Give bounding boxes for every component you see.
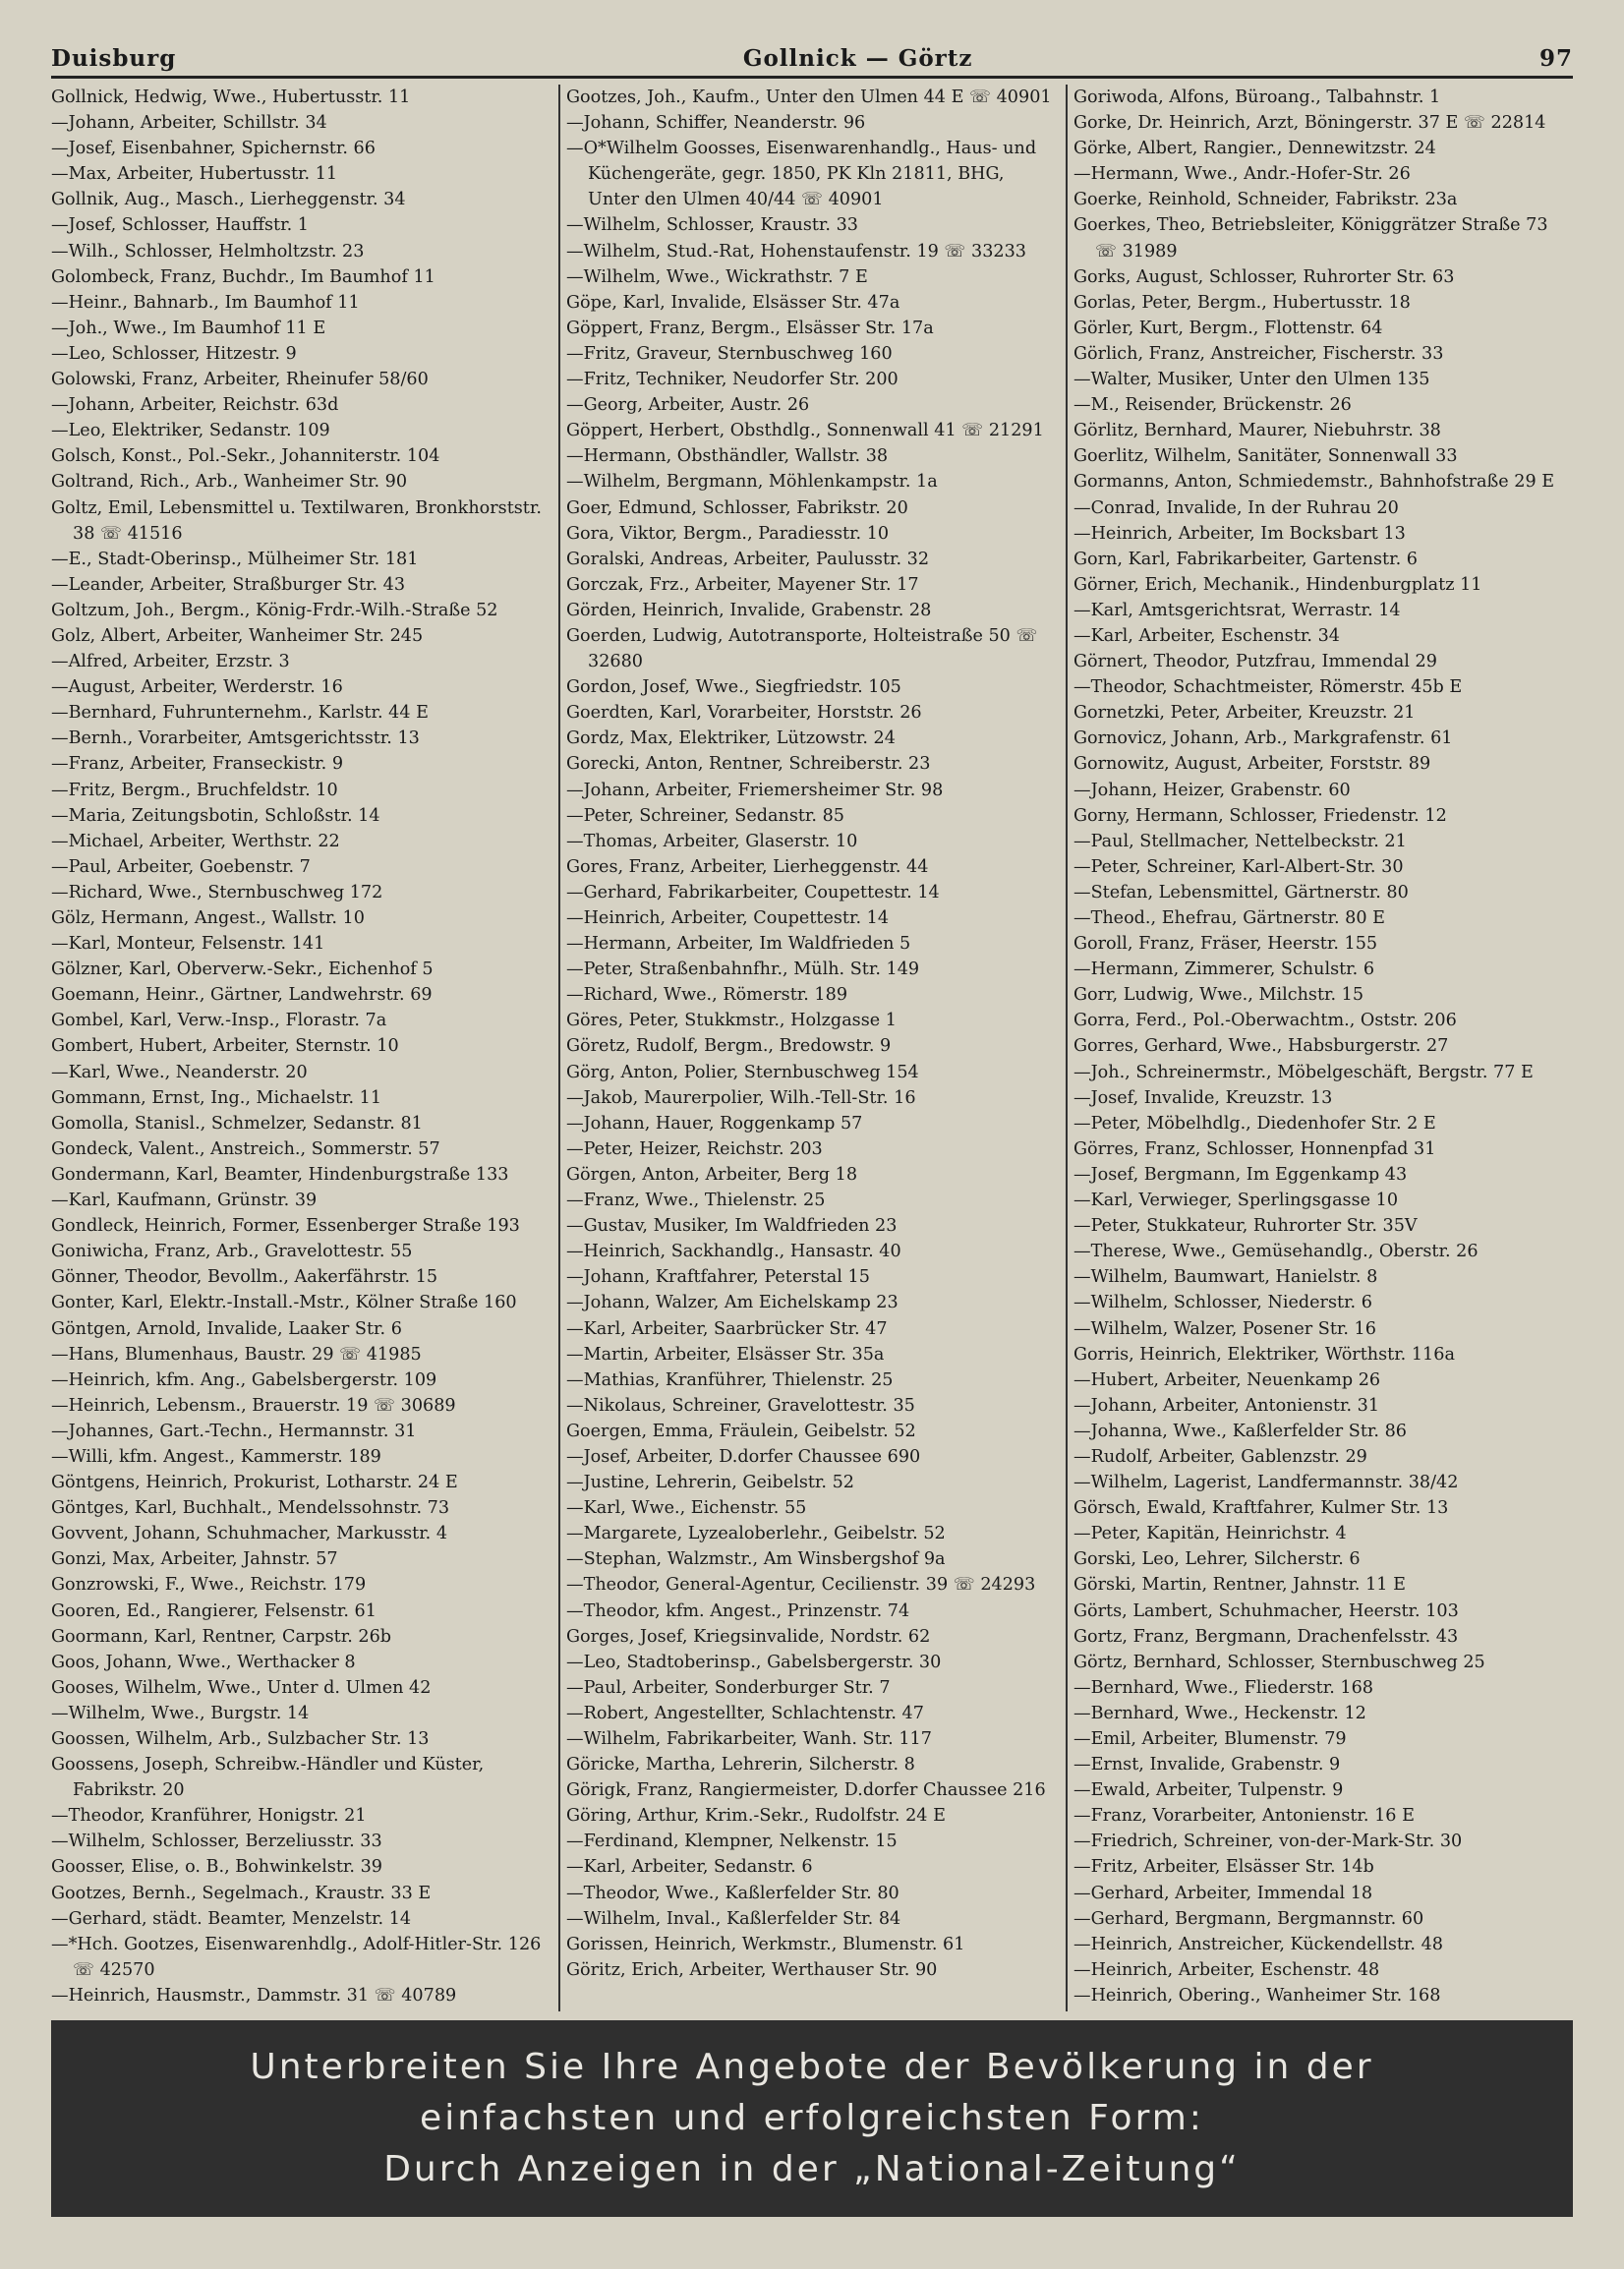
- directory-entry: Goralski, Andreas, Arbeiter, Paulusstr. 32: [566, 549, 930, 569]
- directory-entry: —Georg, Arbeiter, Austr. 26: [566, 395, 810, 416]
- directory-entry: —Wilhelm, Lagerist, Landfermannstr. 38/42: [1073, 1473, 1459, 1493]
- directory-entry: —Leo, Stadtoberinsp., Gabelsbergerstr. 30: [566, 1652, 942, 1672]
- directory-entry: —Maria, Zeitungsbotin, Schloßstr. 14: [51, 805, 380, 826]
- directory-entry: —Hans, Blumenhaus, Baustr. 29 ☏ 41985: [51, 1344, 422, 1365]
- directory-column-3: [1066, 85, 1573, 2011]
- directory-entry: —Heinr., Bahnarb., Im Baumhof 11: [51, 292, 360, 313]
- directory-entry: Göritz, Erich, Arbeiter, Werthauser Str. 90: [566, 1959, 938, 1980]
- directory-entry: —Heinrich, Anstreicher, Kückendellstr. 48: [1073, 1934, 1443, 1954]
- directory-entry: —Jakob, Maurerpolier, Wilh.-Tell-Str. 16: [566, 1087, 916, 1108]
- directory-entry: —Mathias, Kranführer, Thielenstr. 25: [566, 1369, 894, 1390]
- directory-entry: —Peter, Schreiner, Karl-Albert-Str. 30: [1073, 856, 1404, 877]
- directory-entry: —Johann, Kraftfahrer, Peterstal 15: [566, 1267, 870, 1288]
- directory-entry: Goltrand, Rich., Arb., Wanheimer Str. 90: [51, 472, 408, 493]
- directory-entry: —Michael, Arbeiter, Werthstr. 22: [51, 831, 340, 851]
- directory-entry: Goltzum, Joh., Bergm., König-Frdr.-Wilh.-Straße 52: [51, 600, 498, 620]
- directory-entry: —Heinrich, Arbeiter, Eschenstr. 48: [1073, 1959, 1380, 1980]
- directory-entry: Goos, Johann, Wwe., Werthacker 8: [51, 1652, 356, 1672]
- directory-entry: —Leo, Schlosser, Hitzestr. 9: [51, 343, 297, 364]
- directory-entry: —M., Reisender, Brückenstr. 26: [1073, 395, 1352, 416]
- directory-entry: —Hubert, Arbeiter, Neuenkamp 26: [1073, 1369, 1381, 1390]
- directory-entry: —Rudolf, Arbeiter, Gablenzstr. 29: [1073, 1446, 1367, 1467]
- directory-entry: —Alfred, Arbeiter, Erzstr. 3: [51, 652, 290, 672]
- directory-entry: —Gustav, Musiker, Im Waldfrieden 23: [566, 1216, 898, 1237]
- directory-entry: —Wilhelm, Inval., Kaßlerfelder Str. 84: [566, 1908, 901, 1929]
- directory-entry: Gombert, Hubert, Arbeiter, Sternstr. 10: [51, 1036, 399, 1057]
- directory-entry: Görts, Lambert, Schuhmacher, Heerstr. 103: [1073, 1600, 1459, 1621]
- directory-entry: Gonzrowski, F., Wwe., Reichstr. 179: [51, 1575, 367, 1596]
- directory-entry: —Wilhelm, Wwe., Burgstr. 14: [51, 1703, 310, 1723]
- directory-entry: Görsch, Ewald, Kraftfahrer, Kulmer Str. 13: [1073, 1498, 1449, 1519]
- page-header: [51, 41, 1573, 79]
- directory-entry: —Therese, Wwe., Gemüsehandlg., Oberstr. 26: [1073, 1242, 1479, 1262]
- directory-entry: —Fritz, Arbeiter, Elsässer Str. 14b: [1073, 1857, 1374, 1878]
- directory-entry: —Paul, Arbeiter, Sonderburger Str. 7: [566, 1677, 891, 1698]
- directory-entry: Goniwicha, Franz, Arb., Gravelottestr. 55: [51, 1242, 413, 1262]
- directory-entry: —Wilhelm, Baumwart, Hanielstr. 8: [1073, 1267, 1378, 1288]
- directory-columns: [51, 85, 1573, 2011]
- directory-entry: —Karl, Monteur, Felsenstr. 141: [51, 934, 325, 955]
- directory-entry: Gorks, August, Schlosser, Ruhrorter Str. 63: [1073, 266, 1455, 287]
- directory-entry: —Johann, Schiffer, Neanderstr. 96: [566, 113, 866, 134]
- directory-entry: Goossens, Joseph, Schreibw.-Händler und Küster, Fabrikstr. 20: [51, 1755, 485, 1801]
- directory-entry: Görlich, Franz, Anstreicher, Fischerstr. 33: [1073, 343, 1444, 364]
- directory-entry: Goerden, Ludwig, Autotransporte, Holteistraße 50 ☏ 32680: [566, 625, 1038, 672]
- directory-entry: Goerdten, Karl, Vorarbeiter, Horststr. 26: [566, 703, 922, 724]
- directory-entry: Gootzes, Joh., Kaufm., Unter den Ulmen 44 E ☏ 40901: [566, 87, 1052, 107]
- directory-entry: —Josef, Schlosser, Hauffstr. 1: [51, 215, 309, 236]
- directory-entry: Gortz, Franz, Bergmann, Drachenfelsstr. 43: [1073, 1626, 1459, 1647]
- directory-entry: —Karl, Arbeiter, Saarbrücker Str. 47: [566, 1318, 888, 1339]
- directory-entry: —Heinrich, Hausmstr., Dammstr. 31 ☏ 40789: [51, 1985, 457, 2006]
- directory-entry: Goerlitz, Wilhelm, Sanitäter, Sonnenwall 33: [1073, 446, 1458, 467]
- directory-entry: —O*Wilhelm Goosses, Eisenwarenhandlg., Haus- und Küchengeräte, gegr. 1850, PK Kln 21811, BHG, Unter den Ulmen 40/44 ☏ 40901: [566, 139, 1037, 210]
- directory-entry: Gorr, Ludwig, Wwe., Milchstr. 15: [1073, 985, 1364, 1006]
- directory-entry: —Richard, Wwe., Sternbuschweg 172: [51, 882, 383, 902]
- directory-entry: —Walter, Musiker, Unter den Ulmen 135: [1073, 370, 1430, 390]
- directory-entry: —Bernhard, Wwe., Fliederstr. 168: [1073, 1677, 1373, 1698]
- directory-entry: Gorra, Ferd., Pol.-Oberwachtm., Oststr. 206: [1073, 1011, 1457, 1031]
- directory-entry: Gondermann, Karl, Beamter, Hindenburgstraße 133: [51, 1164, 509, 1185]
- directory-entry: —Karl, Arbeiter, Eschenstr. 34: [1073, 625, 1340, 646]
- directory-entry: —Max, Arbeiter, Hubertusstr. 11: [51, 164, 338, 185]
- directory-entry: Gorke, Dr. Heinrich, Arzt, Böningerstr. 37 E ☏ 22814: [1073, 113, 1546, 134]
- directory-entry: —Wilhelm, Schlosser, Niederstr. 6: [1073, 1293, 1372, 1313]
- directory-entry: Gootzes, Bernh., Segelmach., Kraustr. 33 E: [51, 1883, 432, 1903]
- directory-entry: Görski, Martin, Rentner, Jahnstr. 11 E: [1073, 1575, 1406, 1596]
- directory-entry: Gooren, Ed., Rangierer, Felsenstr. 61: [51, 1600, 377, 1621]
- directory-entry: —Wilhelm, Fabrikarbeiter, Wanh. Str. 117: [566, 1729, 932, 1749]
- directory-entry: —Peter, Möbelhdlg., Diedenhofer Str. 2 E: [1073, 1113, 1436, 1134]
- directory-entry: —Bernhard, Wwe., Heckenstr. 12: [1073, 1703, 1366, 1723]
- directory-entry: —Theod., Ehefrau, Gärtnerstr. 80 E: [1073, 908, 1385, 928]
- directory-entry: Goltz, Emil, Lebensmittel u. Textilwaren, Bronkhorststr. 38 ☏ 41516: [51, 497, 542, 544]
- directory-entry: —Wilhelm, Schlosser, Berzeliusstr. 33: [51, 1832, 382, 1852]
- ad-line-1: Unterbreiten Sie Ihre Angebote der Bevölkerung in der: [250, 2047, 1374, 2087]
- directory-entry: Göretz, Rudolf, Bergm., Bredowstr. 9: [566, 1036, 892, 1057]
- directory-entry: —Franz, Arbeiter, Franseckistr. 9: [51, 754, 344, 775]
- directory-entry: —Fritz, Techniker, Neudorfer Str. 200: [566, 370, 899, 390]
- directory-entry: Görgen, Anton, Arbeiter, Berg 18: [566, 1164, 858, 1185]
- directory-entry: —Nikolaus, Schreiner, Gravelottestr. 35: [566, 1395, 915, 1416]
- directory-entry: Görner, Erich, Mechanik., Hindenburgplatz 11: [1073, 574, 1482, 595]
- directory-entry: —Heinrich, Arbeiter, Im Bocksbart 13: [1073, 523, 1406, 544]
- directory-entry: —Peter, Heizer, Reichstr. 203: [566, 1138, 823, 1159]
- directory-entry: Görigk, Franz, Rangiermeister, D.dorfer Chaussee 216: [566, 1780, 1046, 1801]
- directory-entry: Golowski, Franz, Arbeiter, Rheinufer 58/60: [51, 370, 429, 390]
- directory-entry: —Gerhard, Arbeiter, Immendal 18: [1073, 1883, 1373, 1903]
- directory-entry: Görlitz, Bernhard, Maurer, Niebuhrstr. 38: [1073, 421, 1441, 441]
- directory-entry: —Karl, Wwe., Eichenstr. 55: [566, 1498, 807, 1519]
- directory-column-1: [51, 85, 558, 2011]
- directory-entry: Govvent, Johann, Schuhmacher, Markusstr. 4: [51, 1524, 448, 1544]
- directory-entry: —Stephan, Walzmstr., Am Winsbergshof 9a: [566, 1549, 946, 1570]
- directory-entry: Goroll, Franz, Fräser, Heerstr. 155: [1073, 934, 1378, 955]
- directory-entry: Göntgen, Arnold, Invalide, Laaker Str. 6: [51, 1318, 402, 1339]
- directory-entry: Gollnick, Hedwig, Wwe., Hubertusstr. 11: [51, 87, 411, 107]
- directory-entry: —Heinrich, kfm. Ang., Gabelsbergerstr. 109: [51, 1369, 437, 1390]
- directory-entry: Gorny, Hermann, Schlosser, Friedenstr. 12: [1073, 805, 1447, 826]
- directory-entry: Göntgens, Heinrich, Prokurist, Lotharstr. 24 E: [51, 1473, 458, 1493]
- directory-entry: —Karl, Amtsgerichtsrat, Werrastr. 14: [1073, 600, 1401, 620]
- directory-entry: —Richard, Wwe., Römerstr. 189: [566, 985, 848, 1006]
- directory-entry: —Robert, Angestellter, Schlachtenstr. 47: [566, 1703, 924, 1723]
- directory-entry: —Gerhard, Fabrikarbeiter, Coupettestr. 14: [566, 882, 940, 902]
- directory-entry: Gorski, Leo, Lehrer, Silcherstr. 6: [1073, 1549, 1361, 1570]
- directory-entry: Gollnik, Aug., Masch., Lierheggenstr. 34: [51, 190, 406, 210]
- directory-entry: Göpe, Karl, Invalide, Elsässer Str. 47a: [566, 292, 900, 313]
- directory-entry: Golsch, Konst., Pol.-Sekr., Johanniterstr. 104: [51, 446, 440, 467]
- directory-entry: —Justine, Lehrerin, Geibelstr. 52: [566, 1473, 854, 1493]
- directory-entry: —Thomas, Arbeiter, Glaserstr. 10: [566, 831, 858, 851]
- directory-entry: —Joh., Schreinermstr., Möbelgeschäft, Bergstr. 77 E: [1073, 1062, 1534, 1082]
- directory-entry: Gorges, Josef, Kriegsinvalide, Nordstr. 62: [566, 1626, 931, 1647]
- directory-entry: —Heinrich, Obering., Wanheimer Str. 168: [1073, 1985, 1441, 2006]
- directory-entry: —Heinrich, Lebensm., Brauerstr. 19 ☏ 30689: [51, 1395, 456, 1416]
- directory-entry: Göres, Peter, Stukkmstr., Holzgasse 1: [566, 1011, 897, 1031]
- directory-entry: Goormann, Karl, Rentner, Carpstr. 26b: [51, 1626, 392, 1647]
- directory-entry: Goemann, Heinr., Gärtner, Landwehrstr. 69: [51, 985, 433, 1006]
- directory-entry: —Johann, Arbeiter, Reichstr. 63d: [51, 395, 339, 416]
- directory-entry: —Theodor, kfm. Angest., Prinzenstr. 74: [566, 1600, 910, 1621]
- directory-entry: —Hermann, Wwe., Andr.-Hofer-Str. 26: [1073, 164, 1411, 185]
- directory-entry: Gombel, Karl, Verw.-Insp., Florastr. 7a: [51, 1011, 387, 1031]
- directory-entry: —Ernst, Invalide, Grabenstr. 9: [1073, 1755, 1341, 1775]
- directory-entry: Göntges, Karl, Buchhalt., Mendelssohnstr. 73: [51, 1498, 450, 1519]
- directory-entry: —Hermann, Zimmerer, Schulstr. 6: [1073, 960, 1375, 980]
- directory-entry: Gornetzki, Peter, Arbeiter, Kreuzstr. 21: [1073, 703, 1416, 724]
- directory-entry: —Peter, Kapitän, Heinrichstr. 4: [1073, 1524, 1347, 1544]
- directory-entry: Gomolla, Stanisl., Schmelzer, Sedanstr. 81: [51, 1113, 423, 1134]
- directory-entry: —Conrad, Invalide, In der Ruhrau 20: [1073, 497, 1399, 518]
- directory-entry: Görnert, Theodor, Putzfrau, Immendal 29: [1073, 652, 1437, 672]
- directory-entry: Gondeck, Valent., Anstreich., Sommerstr. 57: [51, 1138, 440, 1159]
- directory-entry: —Martin, Arbeiter, Elsässer Str. 35a: [566, 1344, 885, 1365]
- directory-entry: —Johanna, Wwe., Kaßlerfelder Str. 86: [1073, 1421, 1407, 1441]
- directory-entry: Gordz, Max, Elektriker, Lützowstr. 24: [566, 728, 896, 749]
- directory-entry: —Karl, Wwe., Neanderstr. 20: [51, 1062, 308, 1082]
- directory-entry: —Ewald, Arbeiter, Tulpenstr. 9: [1073, 1780, 1344, 1801]
- directory-entry: —Heinrich, Sackhandlg., Hansastr. 40: [566, 1242, 901, 1262]
- directory-entry: Gondleck, Heinrich, Former, Essenberger Straße 193: [51, 1216, 520, 1237]
- directory-entry: Gölzner, Karl, Oberverw.-Sekr., Eichenhof 5: [51, 960, 434, 980]
- directory-entry: Gorlas, Peter, Bergm., Hubertusstr. 18: [1073, 292, 1411, 313]
- directory-entry: —Franz, Vorarbeiter, Antonienstr. 16 E: [1073, 1806, 1415, 1827]
- directory-entry: Görtz, Bernhard, Schlosser, Sternbuschweg 25: [1073, 1652, 1485, 1672]
- directory-entry: —Theodor, Wwe., Kaßlerfelder Str. 80: [566, 1883, 899, 1903]
- advertisement-banner: [51, 2020, 1573, 2217]
- directory-entry: —Franz, Wwe., Thielenstr. 25: [566, 1191, 826, 1211]
- directory-entry: Goer, Edmund, Schlosser, Fabrikstr. 20: [566, 497, 908, 518]
- directory-entry: Görg, Anton, Polier, Sternbuschweg 154: [566, 1062, 919, 1082]
- directory-entry: —Karl, Arbeiter, Sedanstr. 6: [566, 1857, 813, 1878]
- directory-entry: Görke, Albert, Rangier., Dennewitzstr. 24: [1073, 139, 1436, 159]
- directory-entry: Göppert, Herbert, Obsthdlg., Sonnenwall 41 ☏ 21291: [566, 421, 1044, 441]
- directory-entry: Golz, Albert, Arbeiter, Wanheimer Str. 245: [51, 625, 424, 646]
- directory-entry: Gorecki, Anton, Rentner, Schreiberstr. 23: [566, 754, 931, 775]
- directory-entry: Göricke, Martha, Lehrerin, Silcherstr. 8: [566, 1755, 915, 1775]
- directory-entry: —Johannes, Gart.-Techn., Hermannstr. 31: [51, 1421, 417, 1441]
- directory-entry: Göppert, Franz, Bergm., Elsässer Str. 17a: [566, 318, 934, 338]
- directory-entry: Gorn, Karl, Fabrikarbeiter, Gartenstr. 6: [1073, 549, 1418, 569]
- directory-entry: —Bernh., Vorarbeiter, Amtsgerichtsstr. 13: [51, 728, 420, 749]
- directory-entry: —Gerhard, Bergmann, Bergmannstr. 60: [1073, 1908, 1424, 1929]
- directory-entry: Görres, Franz, Schlosser, Honnenpfad 31: [1073, 1138, 1436, 1159]
- directory-entry: —Bernhard, Fuhrunternehm., Karlstr. 44 E: [51, 703, 429, 724]
- directory-entry: Goosser, Elise, o. B., Bohwinkelstr. 39: [51, 1857, 382, 1878]
- directory-entry: —Johann, Arbeiter, Schillstr. 34: [51, 113, 327, 134]
- ad-line-2: einfachsten und erfolgreichsten Form:: [420, 2098, 1204, 2138]
- directory-entry: Gores, Franz, Arbeiter, Lierheggenstr. 44: [566, 856, 929, 877]
- directory-entry: —Stefan, Lebensmittel, Gärtnerstr. 80: [1073, 882, 1409, 902]
- directory-entry: Gorissen, Heinrich, Werkmstr., Blumenstr. 61: [566, 1934, 965, 1954]
- directory-entry: Gönner, Theodor, Bevollm., Aakerfährstr. 15: [51, 1267, 438, 1288]
- directory-entry: —Josef, Eisenbahner, Spichernstr. 66: [51, 139, 376, 159]
- directory-entry: Gormanns, Anton, Schmiedemstr., Bahnhofstraße 29 E: [1073, 472, 1555, 493]
- directory-entry: —Johann, Arbeiter, Antonienstr. 31: [1073, 1395, 1380, 1416]
- directory-entry: Goerke, Reinhold, Schneider, Fabrikstr. 23a: [1073, 190, 1458, 210]
- directory-entry: Görden, Heinrich, Invalide, Grabenstr. 28: [566, 600, 932, 620]
- directory-entry: —Josef, Bergmann, Im Eggenkamp 43: [1073, 1164, 1408, 1185]
- directory-entry: —Friedrich, Schreiner, von-der-Mark-Str. 30: [1073, 1832, 1463, 1852]
- directory-entry: —Johann, Hauer, Roggenkamp 57: [566, 1113, 863, 1134]
- directory-entry: Görler, Kurt, Bergm., Flottenstr. 64: [1073, 318, 1383, 338]
- directory-entry: —Josef, Invalide, Kreuzstr. 13: [1073, 1087, 1333, 1108]
- directory-entry: —Ferdinand, Klempner, Nelkenstr. 15: [566, 1832, 898, 1852]
- directory-entry: [1073, 2008, 1565, 2011]
- directory-entry: —Theodor, Kranführer, Honigstr. 21: [51, 1806, 367, 1827]
- directory-entry: —Fritz, Bergm., Bruchfeldstr. 10: [51, 780, 338, 800]
- directory-entry: —Gerhard, städt. Beamter, Menzelstr. 14: [51, 1908, 412, 1929]
- header-city: Duisburg: [51, 45, 177, 72]
- directory-entry: —Leander, Arbeiter, Straßburger Str. 43: [51, 574, 406, 595]
- directory-entry: Gora, Viktor, Bergm., Paradiesstr. 10: [566, 523, 890, 544]
- directory-entry: —Leo, Elektriker, Sedanstr. 109: [51, 421, 330, 441]
- directory-entry: Gornovicz, Johann, Arb., Markgrafenstr. 61: [1073, 728, 1453, 749]
- directory-entry: —Joh., Wwe., Im Baumhof 11 E: [51, 318, 326, 338]
- directory-entry: Gorres, Gerhard, Wwe., Habsburgerstr. 27: [1073, 1036, 1449, 1057]
- directory-entry: —Wilh., Schlosser, Helmholtzstr. 23: [51, 241, 365, 262]
- directory-entry: —Theodor, General-Agentur, Cecilienstr. 39 ☏ 24293: [566, 1575, 1036, 1596]
- directory-entry: —Theodor, Schachtmeister, Römerstr. 45b E: [1073, 677, 1463, 698]
- directory-entry: —Wilhelm, Walzer, Posener Str. 16: [1073, 1318, 1376, 1339]
- header-range: Gollnick — Görtz: [742, 45, 973, 72]
- directory-entry: Goerkes, Theo, Betriebsleiter, Königgrätzer Straße 73 ☏ 31989: [1073, 215, 1548, 262]
- directory-entry: —Wilhelm, Stud.-Rat, Hohenstaufenstr. 19 ☏ 33233: [566, 241, 1026, 262]
- directory-entry: —Johann, Heizer, Grabenstr. 60: [1073, 780, 1351, 800]
- page-number: 97: [1538, 45, 1573, 72]
- directory-entry: —Peter, Straßenbahnfhr., Mülh. Str. 149: [566, 960, 920, 980]
- directory-entry: —Fritz, Graveur, Sternbuschweg 160: [566, 343, 893, 364]
- directory-entry: —Heinrich, Arbeiter, Coupettestr. 14: [566, 908, 890, 928]
- directory-entry: Gorczak, Frz., Arbeiter, Mayener Str. 17: [566, 574, 919, 595]
- directory-entry: —Karl, Kaufmann, Grünstr. 39: [51, 1191, 318, 1211]
- directory-entry: —Emil, Arbeiter, Blumenstr. 79: [1073, 1729, 1347, 1749]
- directory-entry: Gommann, Ernst, Ing., Michaelstr. 11: [51, 1087, 382, 1108]
- directory-entry: Gordon, Josef, Wwe., Siegfriedstr. 105: [566, 677, 901, 698]
- directory-entry: —Margarete, Lyzealoberlehr., Geibelstr. 52: [566, 1524, 946, 1544]
- directory-entry: —E., Stadt-Oberinsp., Mülheimer Str. 181: [51, 549, 419, 569]
- directory-entry: —Hermann, Obsthändler, Wallstr. 38: [566, 446, 889, 467]
- directory-entry: Goriwoda, Alfons, Büroang., Talbahnstr. 1: [1073, 87, 1441, 107]
- directory-entry: —Johann, Arbeiter, Friemersheimer Str. 98: [566, 780, 944, 800]
- directory-entry: —Peter, Stukkateur, Ruhrorter Str. 35V: [1073, 1216, 1418, 1237]
- directory-entry: —Wilhelm, Bergmann, Möhlenkampstr. 1a: [566, 472, 938, 493]
- directory-entry: Gonter, Karl, Elektr.-Install.-Mstr., Kölner Straße 160: [51, 1293, 517, 1313]
- directory-entry: Gorris, Heinrich, Elektriker, Wörthstr. 116a: [1073, 1344, 1455, 1365]
- directory-entry: Gooses, Wilhelm, Wwe., Unter d. Ulmen 42: [51, 1677, 432, 1698]
- directory-entry: —Willi, kfm. Angest., Kammerstr. 189: [51, 1446, 381, 1467]
- directory-entry: —Peter, Schreiner, Sedanstr. 85: [566, 805, 844, 826]
- directory-entry: Gölz, Hermann, Angest., Wallstr. 10: [51, 908, 365, 928]
- directory-entry: —Josef, Arbeiter, D.dorfer Chaussee 690: [566, 1446, 921, 1467]
- directory-entry: —August, Arbeiter, Werderstr. 16: [51, 677, 343, 698]
- directory-entry: —Paul, Arbeiter, Goebenstr. 7: [51, 856, 311, 877]
- directory-entry: —Karl, Verwieger, Sperlingsgasse 10: [1073, 1191, 1399, 1211]
- directory-entry: Golombeck, Franz, Buchdr., Im Baumhof 11: [51, 266, 435, 287]
- directory-entry: Goergen, Emma, Fräulein, Geibelstr. 52: [566, 1421, 916, 1441]
- directory-entry: Göring, Arthur, Krim.-Sekr., Rudolfstr. 24 E: [566, 1806, 946, 1827]
- directory-entry: —Hermann, Arbeiter, Im Waldfrieden 5: [566, 934, 911, 955]
- directory-entry: —*Hch. Gootzes, Eisenwarenhdlg., Adolf-Hitler-Str. 126 ☏ 42570: [51, 1934, 542, 1980]
- directory-entry: Gonzi, Max, Arbeiter, Jahnstr. 57: [51, 1549, 338, 1570]
- directory-entry: —Wilhelm, Wwe., Wickrathstr. 7 E: [566, 266, 868, 287]
- ad-line-3: Durch Anzeigen in der „National-Zeitung“: [383, 2149, 1241, 2189]
- directory-entry: —Paul, Stellmacher, Nettelbeckstr. 21: [1073, 831, 1407, 851]
- directory-entry: Goossen, Wilhelm, Arb., Sulzbacher Str. 13: [51, 1729, 430, 1749]
- directory-entry: —Johann, Walzer, Am Eichelskamp 23: [566, 1293, 899, 1313]
- directory-entry: —Wilhelm, Schlosser, Kraustr. 33: [566, 215, 858, 236]
- directory-column-2: [558, 85, 1066, 2011]
- directory-entry: Gornowitz, August, Arbeiter, Forststr. 89: [1073, 754, 1431, 775]
